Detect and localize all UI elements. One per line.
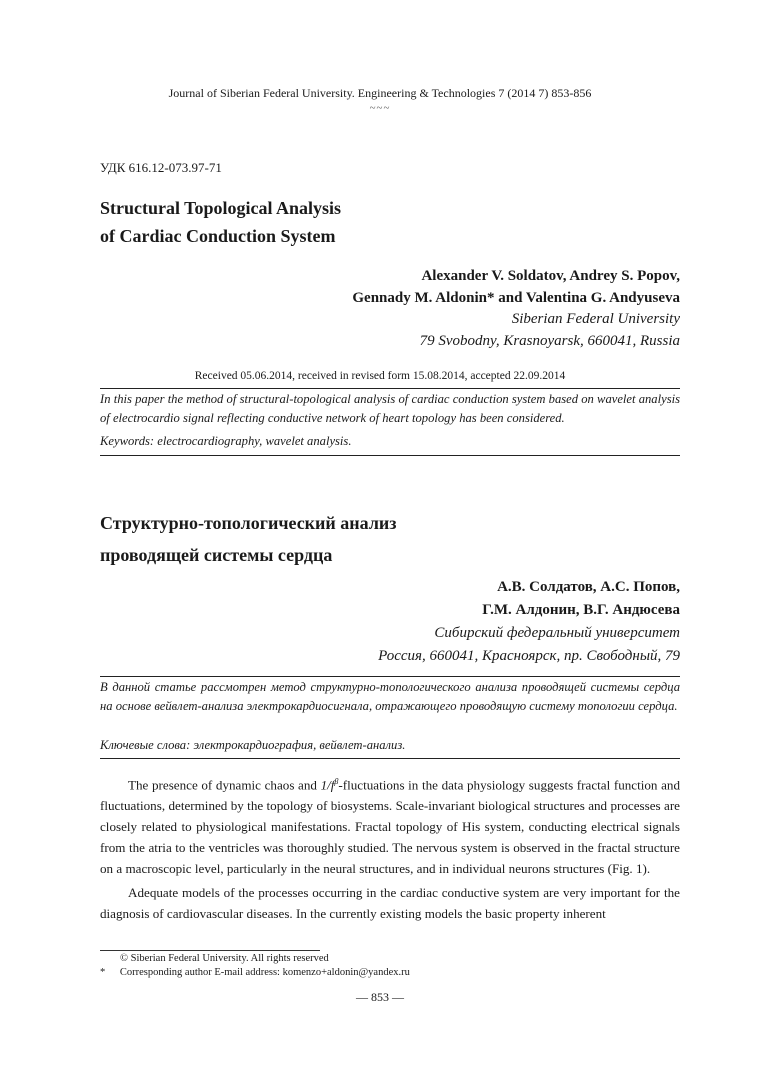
header-ornament: ~~~ — [369, 102, 391, 114]
abstract-top-rule — [100, 388, 680, 389]
russian-affiliation: Сибирский федеральный университет — [434, 625, 680, 641]
english-authors-block — [352, 266, 680, 352]
russian-address: Россия, 660041, Красноярск, пр. Свободный, 79 — [378, 648, 680, 664]
corresponding-footnote — [100, 967, 410, 978]
english-keywords: Keywords: electrocardiography, wavelet analysis. — [100, 434, 352, 448]
english-authors-line1: Alexander V. Soldatov, Andrey S. Popov, — [421, 268, 680, 284]
english-title-line2: of Cardiac Conduction System — [100, 226, 336, 246]
russian-abstract-bottom-rule — [100, 758, 680, 759]
russian-authors-block — [378, 576, 680, 668]
page-number: — 853 — — [356, 990, 404, 1004]
footnote-star: * — [100, 967, 106, 978]
english-abstract: In this paper the method of structural-topological analysis of cardiac conduction system based on wavelet analysis of electrocardio signal reflecting conductive network of heart topology has been considered. — [100, 392, 680, 425]
russian-title — [100, 507, 397, 571]
received-dates: Received 05.06.2014, received in revised form 15.08.2014, accepted 22.09.2014 — [194, 370, 566, 382]
body-paragraph-1 — [100, 772, 680, 879]
russian-authors-line2: Г.М. Алдонин, В.Г. Андюсева — [482, 602, 680, 618]
udk-code: УДК 616.12-073.97-71 — [100, 160, 222, 175]
russian-authors-line1: А.В. Солдатов, А.С. Попов, — [497, 579, 680, 595]
english-title-line1: Structural Topological Analysis — [100, 198, 342, 218]
english-title — [100, 194, 341, 250]
corresponding-author-email: Corresponding author E-mail address: komenzo+aldonin@yandex.ru — [119, 967, 410, 978]
body-p1-start: The presence of dynamic chaos and — [128, 777, 321, 793]
russian-title-line2: проводящей системы сердца — [100, 545, 333, 565]
copyright-footnote: © Siberian Federal University. All rights reserved — [120, 953, 329, 964]
footnote-rule — [100, 950, 320, 951]
russian-abstract: В данной статье рассмотрен метод структурно-топологического анализа проводящей системы сердца на основе вейвлет-анализа электрокардиосигнала, отражающего проводящую систему топологии сердца. — [100, 680, 680, 713]
abstract-bottom-rule — [100, 455, 680, 456]
russian-keywords: Ключевые слова: электрокардиография, вейвлет-анализ. — [100, 738, 406, 752]
english-address: 79 Svobodny, Krasnoyarsk, 660041, Russia — [419, 332, 680, 349]
english-authors-line2: Gennady M. Aldonin* and Valentina G. Andyuseva — [352, 289, 680, 306]
body-p1-rest: -fluctuations in the data physiology suggests fractal function and fluctuations, determined by the topology of biosystems. Scale-invariant biological structures and processes are closely related to physiological manifestations. Fractal topology of His system, conducting electrical signals from the atria to the ventricles was thoroughly studied. The nervous system is observed in the fractal structure on a macroscopic level, particularly in the neural structures, and in individual neurons structures (Fig. 1). — [100, 777, 681, 876]
body-paragraph-2: Adequate models of the processes occurring in the cardiac conductive system are very important for the diagnosis of cardiovascular diseases. In the currently existing models the basic property inherent — [100, 885, 680, 922]
formula-1-over-f: 1/f — [320, 777, 335, 793]
russian-abstract-top-rule — [100, 676, 680, 677]
english-affiliation: Siberian Federal University — [511, 311, 680, 327]
russian-title-line1: Структурно-топологический анализ — [100, 513, 397, 533]
journal-header: Journal of Siberian Federal University. Engineering & Technologies 7 (2014 7) 853-856 — [168, 86, 592, 100]
formula-beta-exponent: β — [334, 777, 339, 786]
article-body — [100, 772, 680, 925]
